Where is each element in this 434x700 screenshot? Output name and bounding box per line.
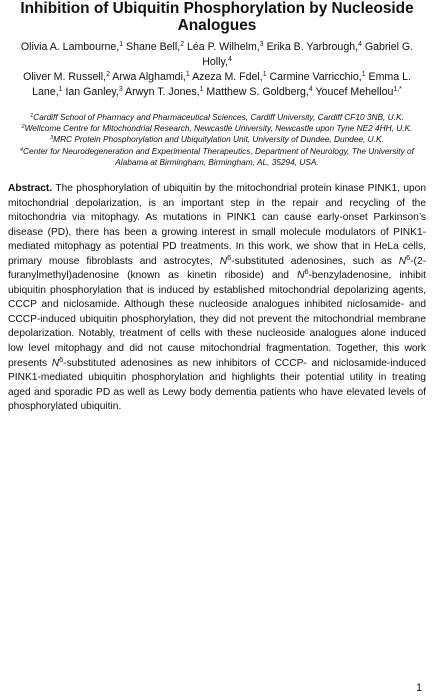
author-affiliation-mark: 1 — [262, 71, 267, 79]
author-name: Ian Ganley, — [65, 86, 119, 98]
chemical-prefix: N — [219, 255, 228, 267]
author-affiliation-mark: 2 — [106, 71, 110, 79]
abstract-text: -benzyladenosine, inhibit ubiquitin phosphorylation that is induced by established mitochondrial depolarizing agents, CCCP and niclosamide. Although these nucleoside analogues inhibited niclosamide- and CCCP-induced ubiquitin phosphorylation, they did not prevent the mitochondrial membrane depolarization. Notably, treatment of cells with these nucleoside analogues alone induced low level mitophagy and did not cause mitochondrial fragmentation. Together, this work presents — [8, 270, 427, 369]
affiliation-number: 3 — [50, 135, 54, 142]
author — [270, 71, 366, 83]
author — [65, 86, 122, 98]
affiliation-number: 1 — [30, 113, 34, 120]
abstract-text: -(2-furanylmethyl)adenosine (known as kinetin riboside) and — [8, 255, 426, 282]
author — [23, 71, 110, 83]
chemical-superscript: 6 — [304, 267, 309, 277]
abstract-label: Abstract. — [8, 183, 53, 194]
author-affiliation-mark: 1 — [119, 41, 124, 49]
author-name: Matthew S. Goldberg, — [206, 86, 309, 98]
author-affiliation-mark: 1 — [58, 86, 63, 94]
author-affiliation-mark: 4 — [227, 56, 232, 64]
chemical-superscript: 6 — [406, 252, 411, 262]
author — [21, 41, 123, 53]
chemical-prefix: N — [51, 357, 60, 369]
author-affiliation-mark: 3 — [259, 41, 264, 49]
author-affiliation-mark: 2 — [180, 41, 185, 49]
author-name: Carmine Varricchio, — [269, 71, 362, 83]
author — [112, 71, 189, 83]
affiliation — [6, 112, 428, 123]
author-name: Gabriel G. Holly, — [202, 41, 414, 68]
page-number: 1 — [416, 682, 422, 694]
abstract-text: -substituted adenosines as new inhibitors of CCCP- and niclosamide-induced PINK1-mediated ubiquitin phosphorylation and highlights their potential utility in treating aged and sporadic PD as well as Lewy body dementia patients who have elevated levels of phosphorylated ubiquitin. — [8, 357, 427, 413]
chemical-prefix: N — [297, 270, 305, 282]
affiliation-text: Center for Neurodegeneration and Experimental Therapeutics, Department of Neurology, The University of Alabama at Birmingham, Birmingham, AL, 35294, USA. — [23, 145, 414, 167]
author-name: Oliver M. Russell, — [23, 71, 107, 83]
chemical-superscript: 6 — [227, 252, 232, 262]
author-name: Shane Bell, — [126, 41, 181, 53]
affiliation-text: Cardiff School of Pharmacy and Pharmaceutical Sciences, Cardiff University, Cardiff CF10 3NB, U.K. — [33, 112, 404, 122]
author-name: Youcef Mehellou — [315, 86, 394, 98]
author-affiliation-mark: 1 — [199, 86, 204, 94]
author — [125, 86, 203, 98]
author-affiliation-mark: 1 — [185, 71, 190, 79]
author — [315, 86, 401, 98]
chemical-prefix: N — [398, 255, 407, 267]
affiliation-text: MRC Protein Phosphorylation and Ubiquitylation Unit, University of Dundee, Dundee, U.K. — [53, 134, 384, 145]
affiliation-number: 4 — [20, 146, 24, 153]
chemical-superscript: 6 — [59, 354, 64, 364]
author-affiliation-mark: 1 — [361, 71, 366, 79]
affiliation — [6, 146, 428, 168]
author-name: Emma L. Lane, — [32, 71, 411, 98]
abstract-text: -substituted adenosines, such as — [231, 255, 399, 267]
author-name: Léa P. Wilhelm, — [186, 41, 260, 53]
author-name: Arwyn T. Jones, — [125, 86, 200, 98]
author-affiliation-mark: 4 — [358, 41, 362, 49]
affiliation-list — [6, 112, 428, 168]
author-name: Arwa Alghamdi, — [112, 71, 186, 83]
author-list — [8, 40, 426, 100]
affiliation-text: Wellcome Centre for Mitochondrial Research, Newcastle University, Newcastle upon Tyne NE2 4HH, U.K. — [24, 123, 413, 134]
author-name: Olivia A. Lambourne, — [20, 41, 120, 53]
paper-title: Inhibition of Ubiquitin Phosphorylation by Nucleoside Analogues — [20, 0, 414, 34]
affiliation-number: 2 — [21, 124, 25, 131]
author-affiliation-mark: 1,* — [393, 86, 402, 94]
author-affiliation-mark: 3 — [118, 86, 123, 94]
affiliation — [6, 123, 428, 134]
author — [206, 86, 312, 98]
author-affiliation-mark: 4 — [308, 86, 313, 94]
author-name: Azeza M. Fdel, — [192, 71, 263, 83]
affiliation — [6, 134, 428, 145]
abstract-text: The phosphorylation of ubiquitin by the mitochondrial protein kinase PINK1, upon mitochondrial depolarization, is an important step in the repair and recycling of the mitochondria via mitophagy. As mutations in PINK1 can cause early-onset Parkinson’s disease (PD), there has been a growing interest in small molecule modulators of PINK1-mediated mitophagy as potential PD treatments. In this work, we show that in HeLa cells, primary mouse fibroblasts and astrocytes, — [8, 183, 426, 267]
author — [192, 71, 266, 83]
author — [126, 41, 184, 53]
author — [267, 41, 362, 53]
abstract — [8, 182, 426, 415]
author-name: Erika B. Yarbrough, — [266, 41, 359, 53]
author — [187, 41, 264, 53]
